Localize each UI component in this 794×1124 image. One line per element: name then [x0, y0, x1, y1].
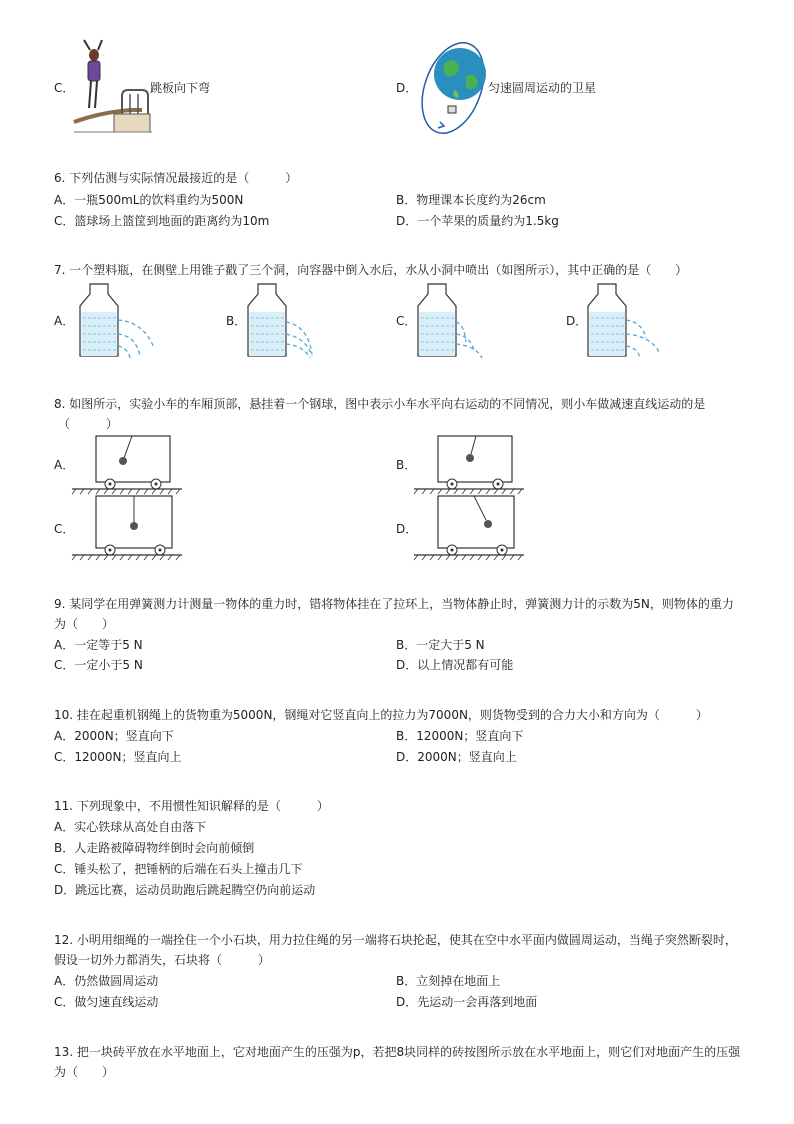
q10-option-c: C．12000N；竖直向上	[54, 750, 182, 764]
q8-option-c: C．	[54, 522, 75, 536]
q6-stem: 6. 下列估测与实际情况最接近的是（ ）	[54, 171, 298, 185]
bottle-d-figure	[582, 282, 672, 360]
q6-option-c: C．篮球场上篮筐到地面的距离约为10m	[54, 214, 270, 228]
q6-option-a: A．一瓶500mL的饮料重约为500N	[54, 193, 244, 207]
q12-stem-cont: 假设一切外力都消失，石块将（ ）	[54, 953, 271, 967]
cart-d-figure	[414, 494, 524, 562]
q6-option-d: D．一个苹果的质量约为1.5kg	[396, 214, 559, 228]
cart-c-figure	[72, 494, 182, 562]
q11-option-d: D．跳远比赛，运动员助跑后跳起腾空仍向前运动	[54, 883, 316, 897]
q9-option-b: B．一定大于5 N	[396, 638, 485, 652]
q10-stem: 10. 挂在起重机钢绳上的货物重为5000N，钢绳对它竖直向上的拉力为7000N，则货物受到的合力大小和方向为（ ）	[54, 708, 708, 722]
q6-option-b: B．物理课本长度约为26cm	[396, 193, 546, 207]
q8-stem: 8. 如图所示，实验小车的车厢顶部，悬挂着一个钢球，图中表示小车水平向右运动的不同情况，则小车做减速直线运动的是	[54, 397, 706, 411]
q10-option-b: B．12000N；竖直向下	[396, 729, 524, 743]
q8-stem-cont: （ ）	[58, 417, 119, 431]
bottle-a-figure	[74, 282, 164, 360]
q7-option-a: A．	[54, 314, 75, 328]
q8-option-b: B．	[396, 458, 417, 472]
q7-option-d: D．	[566, 314, 588, 328]
q8-option-d: D．	[396, 522, 418, 536]
q7-option-c: C．	[396, 314, 417, 328]
q11-option-a: A．实心铁球从高处自由落下	[54, 820, 207, 834]
bottle-b-figure	[242, 282, 332, 360]
q9-option-c: C．一定小于5 N	[54, 658, 143, 672]
q11-option-c: C．锤头松了，把锤柄的后端在石头上撞击几下	[54, 862, 303, 876]
q11-option-b: B．人走路被障碍物绊倒时会向前倾倒	[54, 841, 255, 855]
q12-option-d: D．先运动一会再落到地面	[396, 995, 538, 1009]
q5-option-d-letter: D．	[396, 81, 418, 95]
q8-option-a: A．	[54, 458, 75, 472]
q13-stem-cont: 为（ ）	[54, 1065, 115, 1079]
q10-option-a: A．2000N；竖直向下	[54, 729, 174, 743]
q9-stem: 9. 某同学在用弹簧测力计测量一物体的重力时，错将物体挂在了拉环上，当物体静止时，弹簧测力计的示数为5N，则物体的重力	[54, 597, 734, 611]
bottle-c-figure	[412, 282, 502, 360]
q10-option-d: D．2000N；竖直向上	[396, 750, 517, 764]
q12-option-a: A．仍然做圆周运动	[54, 974, 159, 988]
q11-stem: 11. 下列现象中，不用惯性知识解释的是（ ）	[54, 799, 329, 813]
q12-option-b: B．立刻掉在地面上	[396, 974, 501, 988]
q9-option-a: A．一定等于5 N	[54, 638, 143, 652]
satellite-orbit-figure	[408, 36, 498, 140]
q13-stem: 13. 把一块砖平放在水平地面上，它对地面产生的压强为p，若把8块同样的砖按图所示放在水平地面上，则它们对地面产生的压强	[54, 1045, 741, 1059]
q7-option-b: B．	[226, 314, 247, 328]
diver-on-springboard-figure	[72, 38, 162, 138]
q5-option-c-letter: C．	[54, 81, 75, 95]
q5-option-c-text: 跳板向下弯	[150, 81, 211, 95]
cart-a-figure	[72, 434, 182, 494]
q12-stem: 12. 小明用细绳的一端拴住一个小石块，用力拉住绳的另一端将石块抡起，使其在空中水平面内做圆周运动，当绳子突然断裂时，	[54, 933, 737, 947]
q9-option-d: D．以上情况都有可能	[396, 658, 514, 672]
q5-option-d-text: 匀速圆周运动的卫星	[488, 81, 597, 95]
cart-b-figure	[414, 434, 524, 494]
q12-option-c: C．做匀速直线运动	[54, 995, 159, 1009]
q9-stem-cont: 为（ ）	[54, 617, 115, 631]
q7-stem: 7. 一个塑料瓶，在侧壁上用锥子戳了三个洞，向容器中倒入水后，水从小洞中喷出（如图所示），其中正确的是（ ）	[54, 263, 688, 277]
